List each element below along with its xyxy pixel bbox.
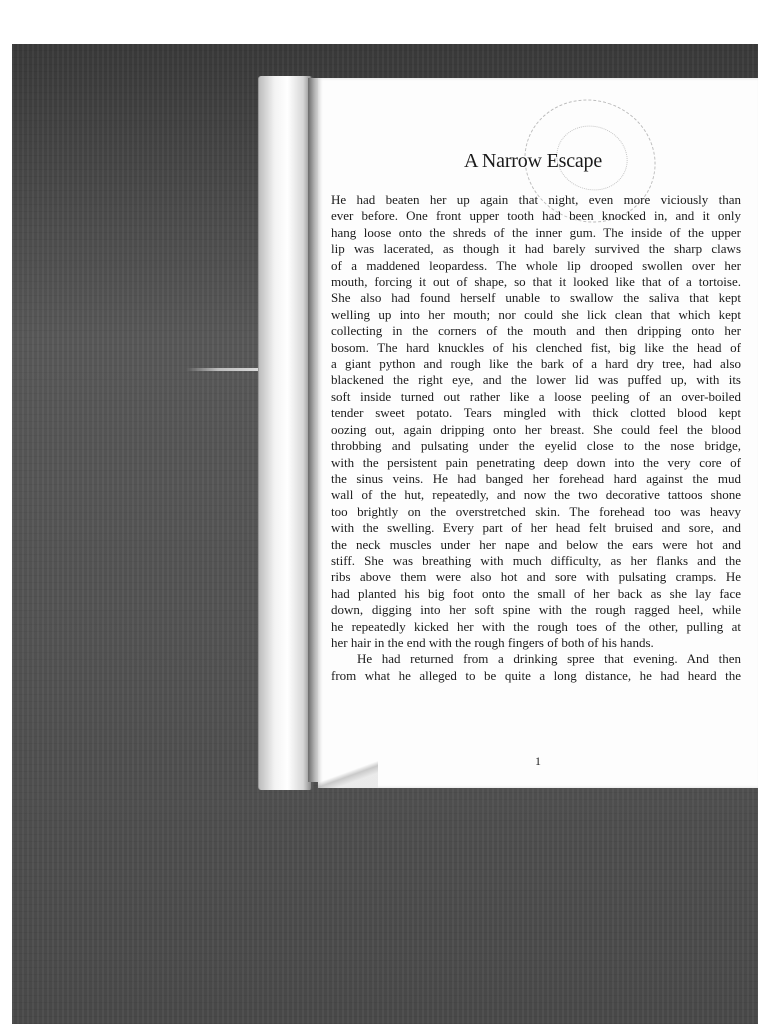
text-line: too brightly on the overstretched skin. The forehead too was heavy (331, 503, 741, 519)
text-line: ever before. One front upper tooth had been knocked in, and it only (331, 208, 741, 224)
text-line: from what he alleged to be quite a long distance, he had heard the (331, 667, 741, 683)
spine-smudge (186, 368, 266, 371)
text-line: had planted his big foot onto the small of her back as she lay face (331, 585, 741, 601)
text-line: wall of the hut, repeatedly, and now the two decorative tattoos shone (331, 487, 741, 503)
body-text (331, 192, 741, 684)
text-line: a giant python and rough like the bark of a hard dry tree, had also (331, 356, 741, 372)
text-line: with the persistent pain penetrating deep down into the very core of (331, 454, 741, 470)
text-line: lip was lacerated, as though it had barely survived the sharp claws (331, 241, 741, 257)
book-spine (258, 76, 313, 790)
text-line: collecting in the corners of the mouth and then dripping onto her (331, 323, 741, 339)
text-line: bosom. The hard knuckles of his clenched fist, big like the head of (331, 339, 741, 355)
text-line: of a maddened leopardess. The whole lip drooped swollen over her (331, 257, 741, 273)
text-line: tender sweet potato. Tears mingled with thick clotted blood kept (331, 405, 741, 421)
text-line: the neck muscles under her nape and below the ears were hot and (331, 536, 741, 552)
text-line: ribs above them were also hot and sore with pulsating cramps. He (331, 569, 741, 585)
text-line: blackened the right eye, and the lower lid was puffed up, with its (331, 372, 741, 388)
text-line: He had beaten her up again that night, even more viciously than (331, 192, 741, 207)
chapter-title: A Narrow Escape (463, 150, 603, 172)
text-line: He had returned from a drinking spree that evening. And then (357, 651, 741, 667)
text-line: soft inside turned out rather like a loose peeling of an over-boiled (331, 388, 741, 404)
text-line: down, digging into her soft spine with the rough ragged heel, while (331, 602, 741, 618)
text-line: the sinus veins. He had banged her forehead hard against the mud (331, 470, 741, 486)
text-line: her hair in the end with the rough fingers of both of his hands. (331, 634, 654, 650)
text-line: mouth, forcing it out of shape, so that it looked like that of a tortoise. (331, 274, 741, 290)
text-line: welling up into her mouth; nor could she lick clean that which kept (331, 306, 741, 322)
text-line: stiff. She was breathing with much difficulty, as her flanks and the (331, 552, 741, 568)
text-line: with the swelling. Every part of her head felt bruised and sore, and (331, 520, 741, 536)
text-line: hang loose onto the shreds of the inner gum. The inside of the upper (331, 224, 741, 240)
page-number: 1 (535, 754, 541, 768)
text-line: he repeatedly kicked her with the rough toes of the other, pulling at (331, 618, 741, 634)
page-corner-fold (318, 760, 378, 788)
text-line: oozing out, again dripping onto her breast. She could feel the blood (331, 421, 741, 437)
text-line: throbbing and pulsating under the eyelid close to the nose bridge, (331, 438, 741, 454)
text-line: She also had found herself unable to swallow the saliva that kept (331, 290, 741, 306)
